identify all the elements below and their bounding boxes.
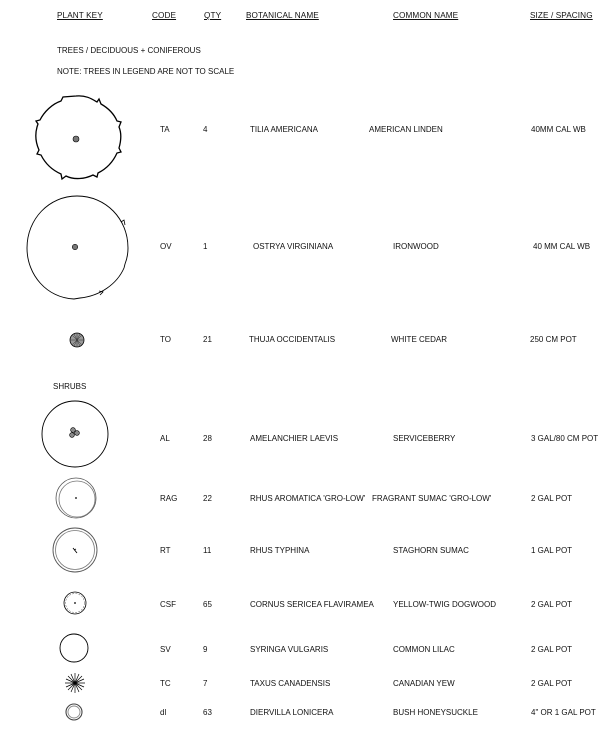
row-common-name: AMERICAN LINDEN: [369, 125, 443, 134]
row-botanical-name: THUJA OCCIDENTALIS: [249, 335, 336, 344]
section-shrubs-heading: SHRUBS: [53, 382, 87, 391]
syringa-vulgaris-symbol: [60, 634, 88, 662]
row-botanical-name: RHUS AROMATICA 'GRO-LOW': [250, 494, 366, 503]
row-botanical-name: TAXUS CANADENSIS: [250, 679, 331, 688]
thuja-occidentalis-symbol: [70, 333, 84, 347]
row-botanical-name: AMELANCHIER LAEVIS: [250, 434, 339, 443]
ostrya-virginiana-symbol: [27, 196, 128, 299]
row-common-name: FRAGRANT SUMAC 'GRO-LOW': [372, 494, 492, 503]
row-size: 250 CM POT: [530, 335, 577, 344]
row-common-name: BUSH HONEYSUCKLE: [393, 708, 478, 717]
rhus-typhina-symbol: [53, 528, 97, 572]
row-common-name: IRONWOOD: [393, 242, 439, 251]
row-qty: 9: [203, 645, 208, 654]
row-qty: 22: [203, 494, 212, 503]
scale-note: NOTE: TREES IN LEGEND ARE NOT TO SCALE: [57, 67, 235, 76]
row-code: RT: [160, 546, 171, 555]
row-code: AL: [160, 434, 170, 443]
header-plant-key: PLANT KEY: [57, 11, 103, 20]
row-botanical-name: RHUS TYPHINA: [250, 546, 310, 555]
row-size: 2 GAL POT: [531, 679, 573, 688]
row-common-name: WHITE CEDAR: [391, 335, 447, 344]
row-qty: 7: [203, 679, 208, 688]
row-code: TO: [160, 335, 171, 344]
row-code: OV: [160, 242, 172, 251]
row-qty: 4: [203, 125, 208, 134]
amelanchier-laevis-symbol: [42, 401, 108, 467]
header-common-name: COMMON NAME: [393, 11, 459, 20]
row-qty: 63: [203, 708, 212, 717]
row-size: 2 GAL POT: [531, 494, 573, 503]
row-qty: 11: [203, 546, 212, 555]
row-size: 2 GAL POT: [531, 645, 573, 654]
header-code: CODE: [152, 11, 177, 20]
row-size: 40MM CAL WB: [531, 125, 586, 134]
header-botanical-name: BOTANICAL NAME: [246, 11, 319, 20]
row-size: 4" OR 1 GAL POT: [531, 708, 596, 717]
row-common-name: COMMON LILAC: [393, 645, 455, 654]
row-qty: 65: [203, 600, 212, 609]
row-size: 1 GAL POT: [531, 546, 573, 555]
row-code: CSF: [160, 600, 176, 609]
row-common-name: SERVICEBERRY: [393, 434, 456, 443]
diervilla-lonicera-symbol: [66, 704, 82, 720]
row-code: TC: [160, 679, 171, 688]
tilia-americana-symbol: [36, 96, 121, 179]
taxus-canadensis-symbol: [65, 673, 85, 693]
row-code: SV: [160, 645, 171, 654]
row-qty: 1: [203, 242, 208, 251]
header-size-spacing: SIZE / SPACING: [530, 11, 593, 20]
row-botanical-name: SYRINGA VULGARIS: [250, 645, 329, 654]
row-code: RAG: [160, 494, 178, 503]
row-code: TA: [160, 125, 170, 134]
row-size: 40 MM CAL WB: [533, 242, 591, 251]
row-common-name: STAGHORN SUMAC: [393, 546, 469, 555]
section-trees-heading: TREES / DECIDUOUS + CONIFEROUS: [57, 46, 201, 55]
row-botanical-name: TILIA AMERICANA: [250, 125, 319, 134]
row-qty: 21: [203, 335, 212, 344]
cornus-sericea-symbol: [64, 592, 86, 614]
row-common-name: CANADIAN YEW: [393, 679, 455, 688]
row-qty: 28: [203, 434, 212, 443]
row-size: 3 GAL/80 CM POT: [531, 434, 599, 443]
row-common-name: YELLOW-TWIG DOGWOOD: [393, 600, 496, 609]
header-qty: QTY: [204, 11, 222, 20]
row-botanical-name: OSTRYA VIRGINIANA: [253, 242, 334, 251]
rhus-aromatica-symbol: [56, 478, 96, 518]
row-size: 2 GAL POT: [531, 600, 573, 609]
row-botanical-name: CORNUS SERICEA FLAVIRAMEA: [250, 600, 374, 609]
row-botanical-name: DIERVILLA LONICERA: [250, 708, 334, 717]
row-code: dl: [160, 708, 167, 717]
